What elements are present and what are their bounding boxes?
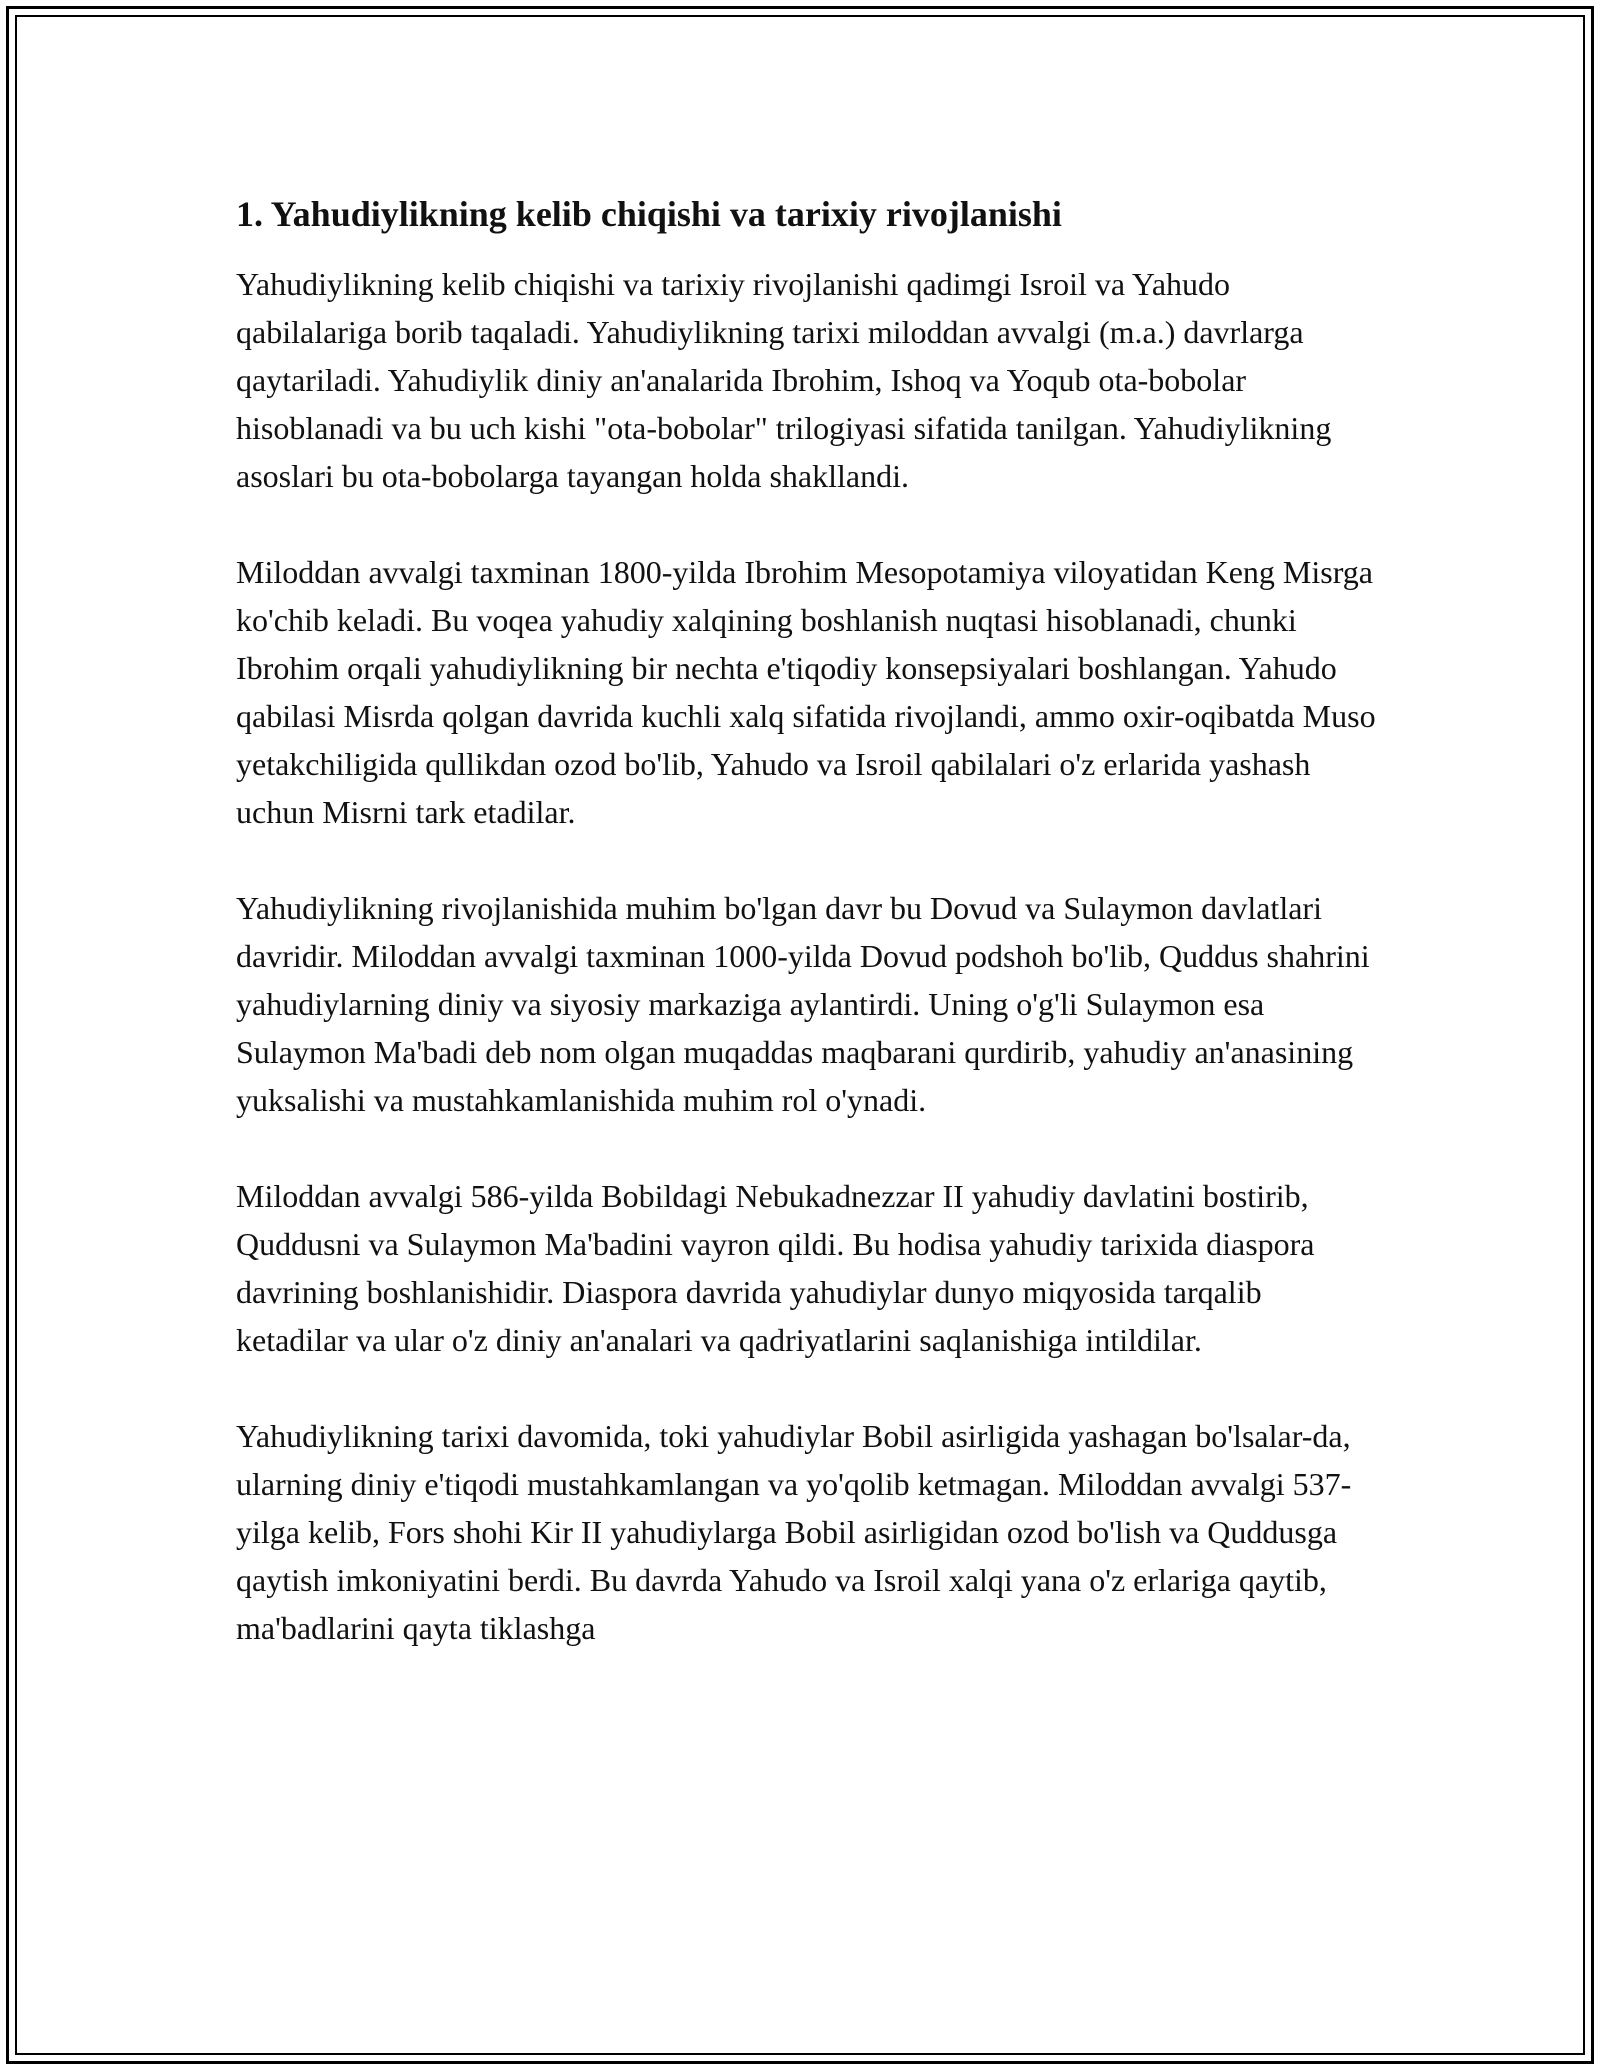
paragraph-2: Miloddan avvalgi taxminan 1800-yilda Ibrohim Mesopotamiya viloyatidan Keng Misrga ko'chib keladi. Bu voqea yahudiy xalqining boshlanish nuqtasi hisoblanadi, chunki Ibrohim orqali yahudiylikning bir nechta e'tiqodiy konsepsiyalari boshlangan. Yahudo qabilasi Misrda qolgan davrida kuchli xalq sifatida rivojlandi, ammo oxir-oqibatda Muso yetakchiligida qullikdan ozod bo'lib, Yahudo va Isroil qabilalari o'z erlarida yashash uchun Misrni tark etadilar.	[236, 554, 1376, 830]
paragraph-1: Yahudiylikning kelib chiqishi va tarixiy rivojlanishi qadimgi Isroil va Yahudo qabilalariga borib taqaladi. Yahudiylikning tarixi miloddan avvalgi (m.a.) davrlarga qaytariladi. Yahudiylik diniy an'analarida Ibrohim, Ishoq va Yoqub ota-bobolar hisoblanadi va bu uch kishi "ota-bobolar" trilogiyasi sifatida tanilgan. Yahudiylikning asoslari bu ota-bobolarga tayangan holda shakllandi.	[236, 266, 1332, 494]
section-heading: 1. Yahudiylikning kelib chiqishi va tarixiy rivojlanishi	[236, 194, 1062, 234]
document-body	[236, 190, 1376, 1700]
paragraph-4: Miloddan avvalgi 586-yilda Bobildagi Nebukadnezzar II yahudiy davlatini bostirib, Quddusni va Sulaymon Ma'badini vayron qildi. Bu hodisa yahudiy tarixida diaspora davrining boshlanishidir. Diaspora davrida yahudiylar dunyo miqyosida tarqalib ketadilar va ular o'z diniy an'analari va qadriyatlarini saqlanishiga intildilar.	[236, 1178, 1315, 1358]
paragraph-3: Yahudiylikning rivojlanishida muhim bo'lgan davr bu Dovud va Sulaymon davlatlari davridir. Miloddan avvalgi taxminan 1000-yilda Dovud podshoh bo'lib, Quddus shahrini yahudiylarning diniy va siyosiy markaziga aylantirdi. Uning o'g'li Sulaymon esa Sulaymon Ma'badi deb nom olgan muqaddas maqbarani qurdirib, yahudiy an'anasining yuksalishi va mustahkamlanishida muhim rol o'ynadi.	[236, 890, 1370, 1118]
paragraph-5: Yahudiylikning tarixi davomida, toki yahudiylar Bobil asirligida yashagan bo'lsalar-da, ularning diniy e'tiqodi mustahkamlangan va yo'qolib ketmagan. Miloddan avvalgi 537-yilga kelib, Fors shohi Kir II yahudiylarga Bobil asirligidan ozod bo'lish va Quddusga qaytish imkoniyatini berdi. Bu davrda Yahudo va Isroil xalqi yana o'z erlariga qaytib, ma'badlarini qayta tiklashga	[236, 1418, 1352, 1646]
